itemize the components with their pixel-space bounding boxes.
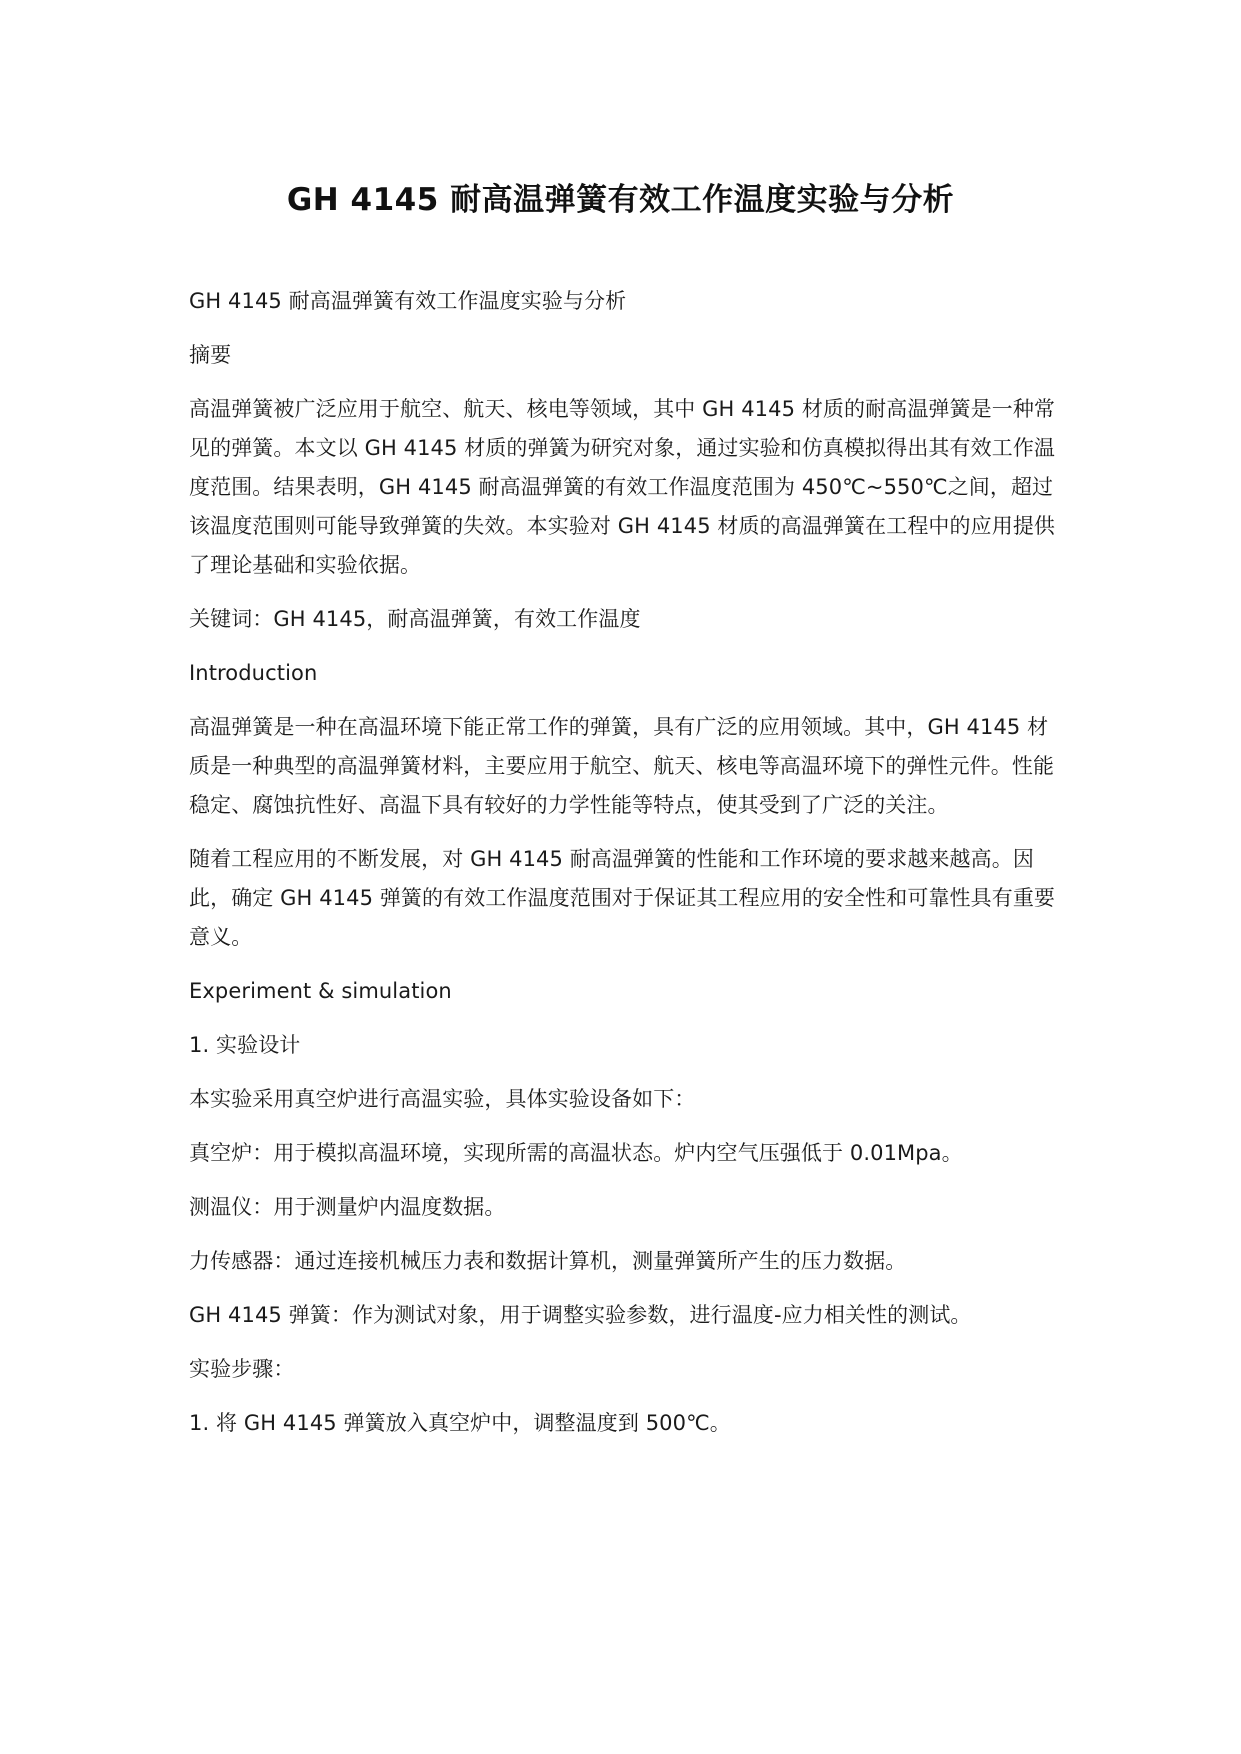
- paragraph-keywords: 关键词：GH 4145，耐高温弹簧，有效工作温度: [189, 607, 641, 631]
- paragraph-force-sensor: 力传感器：通过连接机械压力表和数据计算机，测量弹簧所产生的压力数据。: [189, 1249, 907, 1273]
- paragraph-experiment-heading: Experiment & simulation: [189, 979, 452, 1003]
- paragraph-vacuum-furnace: 真空炉：用于模拟高温环境，实现所需的高温状态。炉内空气压强低于 0.01Mpa。: [189, 1141, 963, 1165]
- paragraph-abstract-heading: 摘要: [189, 343, 232, 367]
- paragraph-introduction-heading: Introduction: [189, 661, 318, 685]
- paragraph-steps-heading: 实验步骤：: [189, 1357, 295, 1381]
- paragraph-step-1: 1. 将 GH 4145 弹簧放入真空炉中，调整温度到 500℃。: [189, 1411, 731, 1435]
- paragraph-equipment-intro: 本实验采用真空炉进行高温实验，具体实验设备如下：: [189, 1087, 696, 1111]
- document-body: [189, 282, 1069, 1458]
- paragraph-abstract: 高温弹簧被广泛应用于航空、航天、核电等领域，其中 GH 4145 材质的耐高温弹簧是一种常见的弹簧。本文以 GH 4145 材质的弹簧为研究对象，通过实验和仿真模拟得出其有效工作温度范围。结果表明，GH 4145 耐高温弹簧的有效工作温度范围为 450℃~550℃之间，超过该温度范围则可能导致弹簧的失效。本实验对 GH 4145 材质的高温弹簧在工程中的应用提供了理论基础和实验依据。: [189, 397, 1056, 577]
- paragraph-experiment-design: 1. 实验设计: [189, 1033, 301, 1057]
- document-title: GH 4145 耐高温弹簧有效工作温度实验与分析: [286, 182, 955, 218]
- paragraph-subtitle: GH 4145 耐高温弹簧有效工作温度实验与分析: [189, 289, 627, 313]
- paragraph-spring: GH 4145 弹簧：作为测试对象，用于调整实验参数，进行温度-应力相关性的测试。: [189, 1303, 972, 1327]
- paragraph-introduction-1: 高温弹簧是一种在高温环境下能正常工作的弹簧，具有广泛的应用领域。其中，GH 4145 材质是一种典型的高温弹簧材料，主要应用于航空、航天、核电等高温环境下的弹性元件。性能稳定、腐蚀抗性好、高温下具有较好的力学性能等特点，使其受到了广泛的关注。: [189, 715, 1055, 817]
- paragraph-thermometer: 测温仪：用于测量炉内温度数据。: [189, 1195, 506, 1219]
- paragraph-introduction-2: 随着工程应用的不断发展，对 GH 4145 耐高温弹簧的性能和工作环境的要求越来越高。因此，确定 GH 4145 弹簧的有效工作温度范围对于保证其工程应用的安全性和可靠性具有重要意义。: [189, 847, 1056, 949]
